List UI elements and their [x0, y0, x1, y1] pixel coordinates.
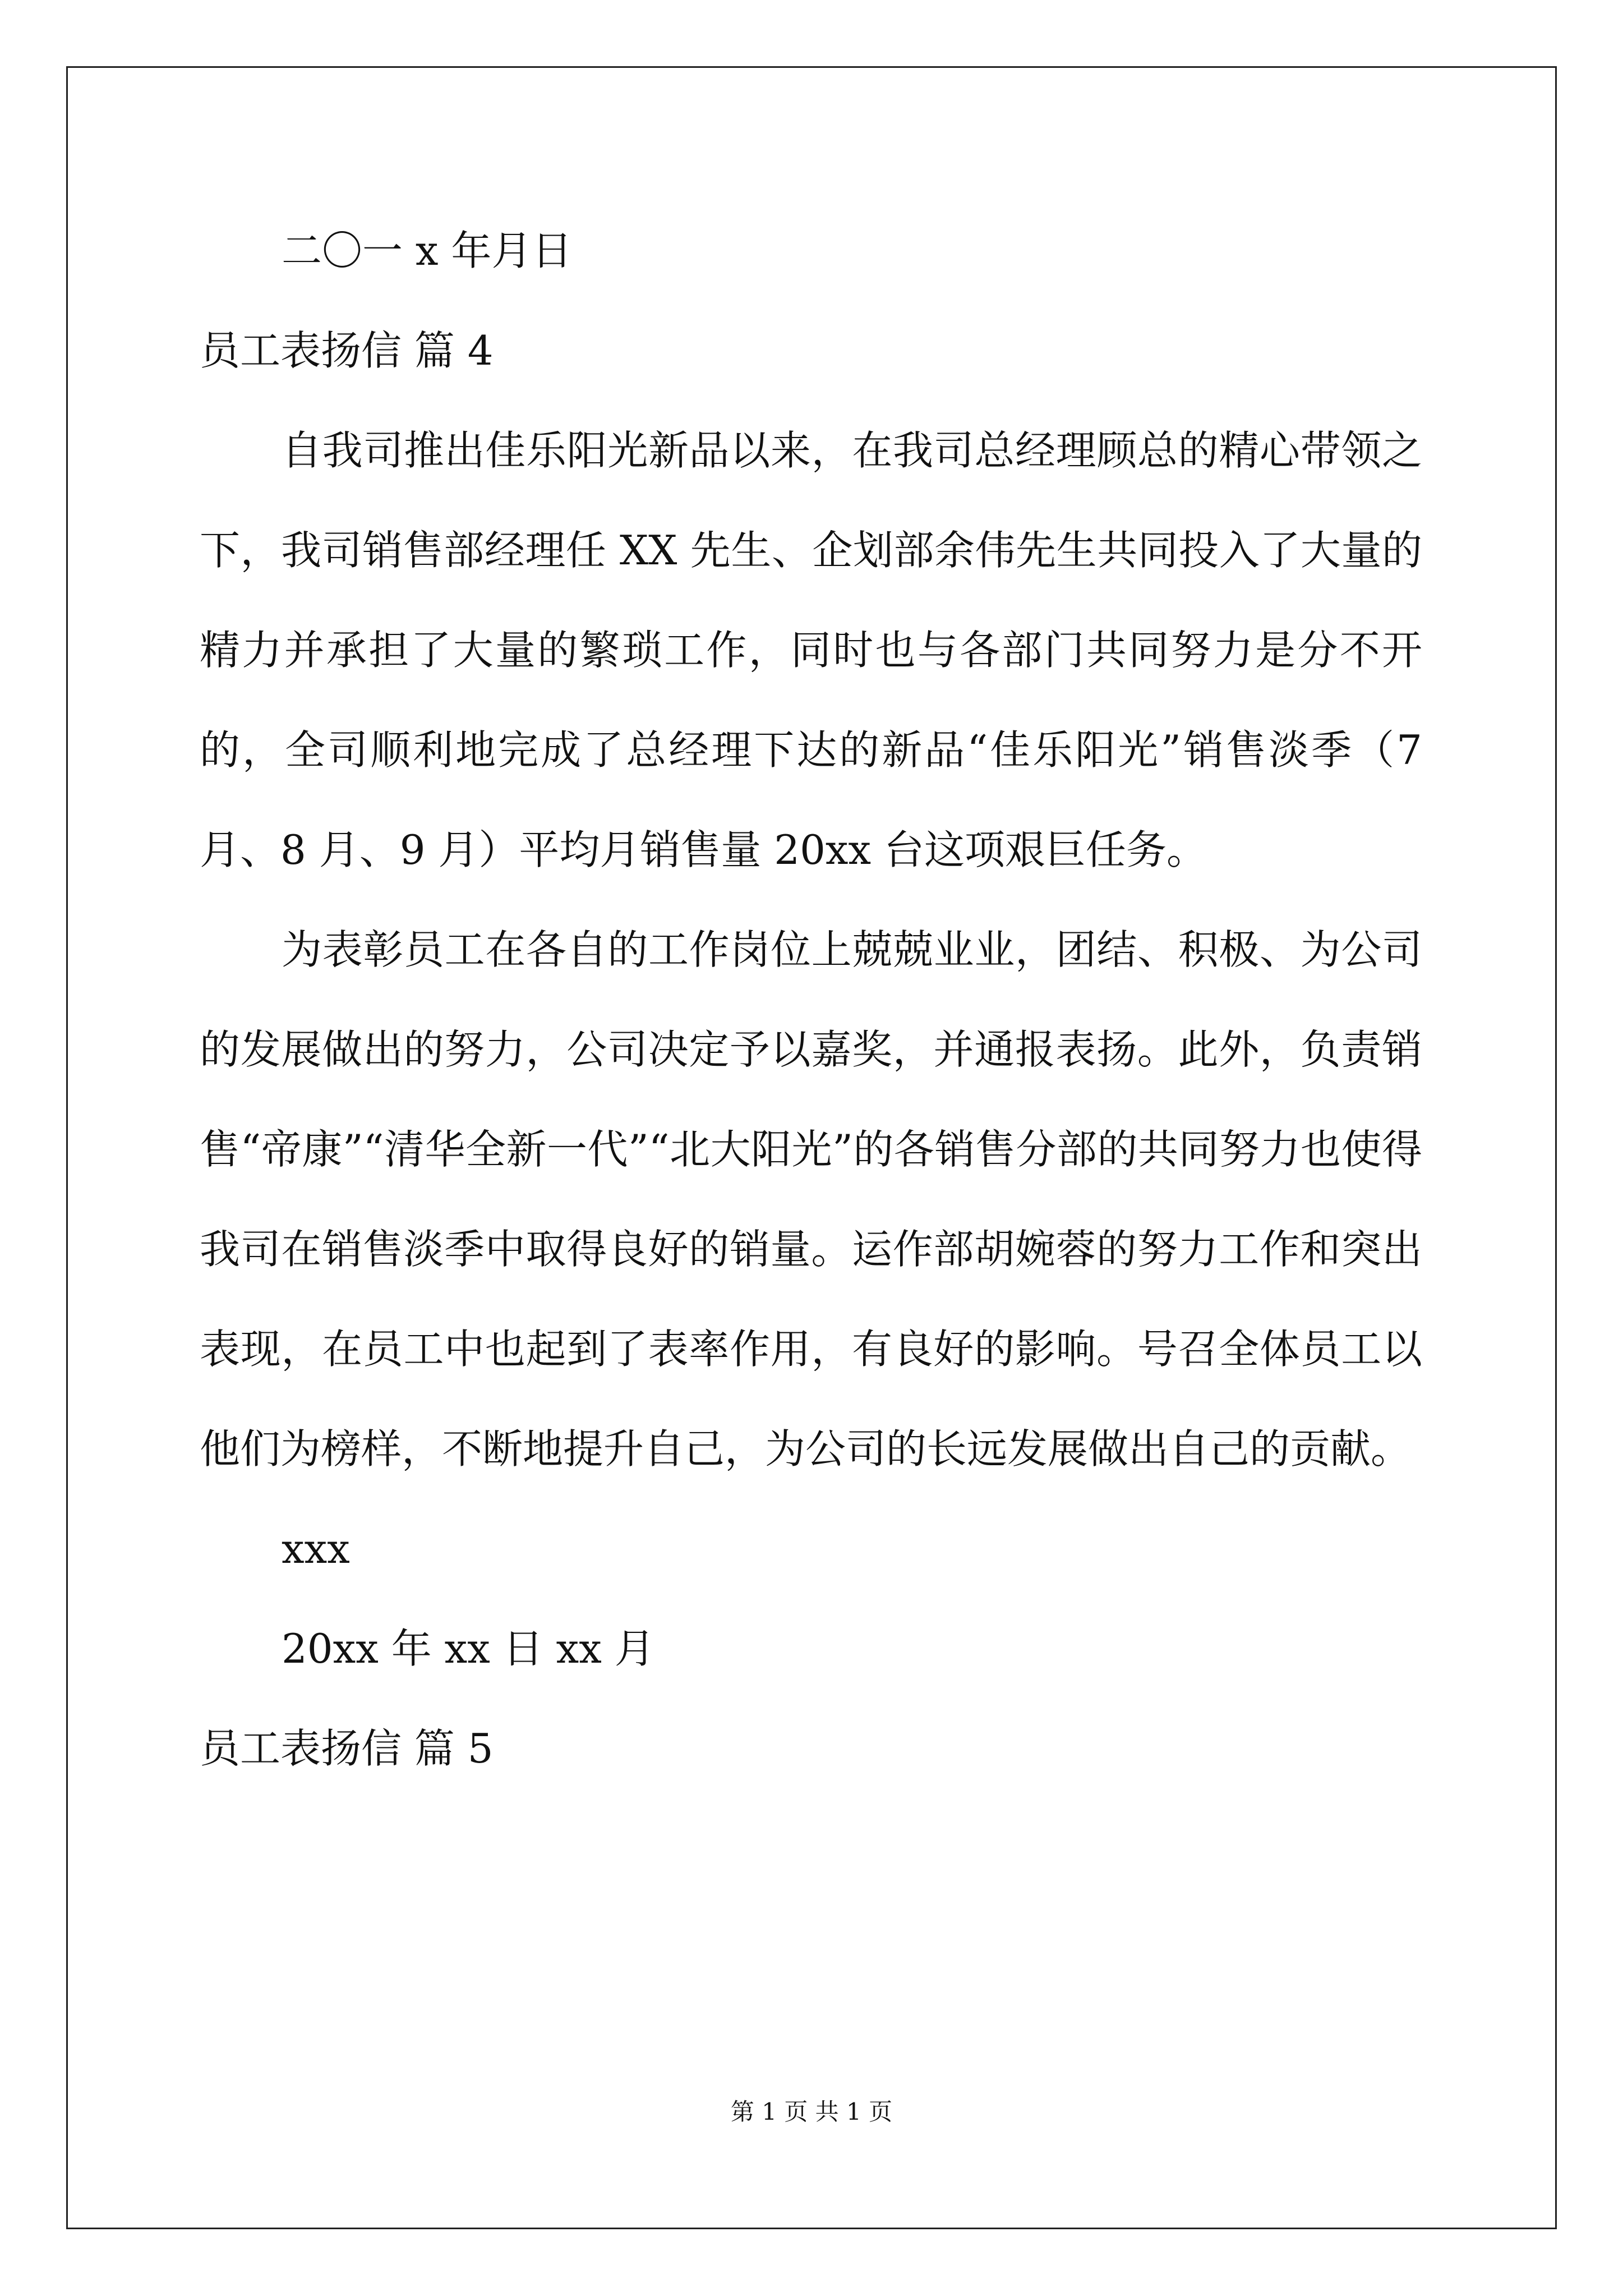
section-heading-5: 员工表扬信 篇 5 [200, 1725, 494, 1772]
signature-date: 20xx 年 xx 日 xx 月 [282, 1625, 655, 1672]
signature: xxx [282, 1525, 350, 1572]
body-paragraph-1: 自我司推出佳乐阳光新品以来，在我司总经理顾总的精心带领之下，我司销售部经理任 XX 先生、企划部余伟先生共同投入了大量的精力并承担了大量的繁琐工作，同时也与各部门共同努力是分不开的，全司顺利地完成了总经理下达的新品“佳乐阳光”销售淡季（7 月、8 月、9 月）平均月销售量 20xx 台这项艰巨任务。 [200, 427, 1422, 873]
document-body [200, 201, 1422, 1798]
section-heading-4: 员工表扬信 篇 4 [200, 327, 494, 374]
body-paragraph-2: 为表彰员工在各自的工作岗位上兢兢业业，团结、积极、为公司的发展做出的努力，公司决定予以嘉奖，并通报表扬。此外，负责销售“帝康”“清华全新一代”“北大阳光”的各销售分部的共同努力也使得我司在销售淡季中取得良好的销量。运作部胡婉蓉的努力工作和突出表现，在员工中也起到了表率作用，有良好的影响。号召全体员工以他们为榜样，不断地提升自己，为公司的长远发展做出自己的贡献。 [200, 926, 1422, 1473]
date-line: 二〇一 x 年月日 [282, 227, 573, 274]
page-footer: 第 1 页 共 1 页 [730, 2098, 893, 2125]
